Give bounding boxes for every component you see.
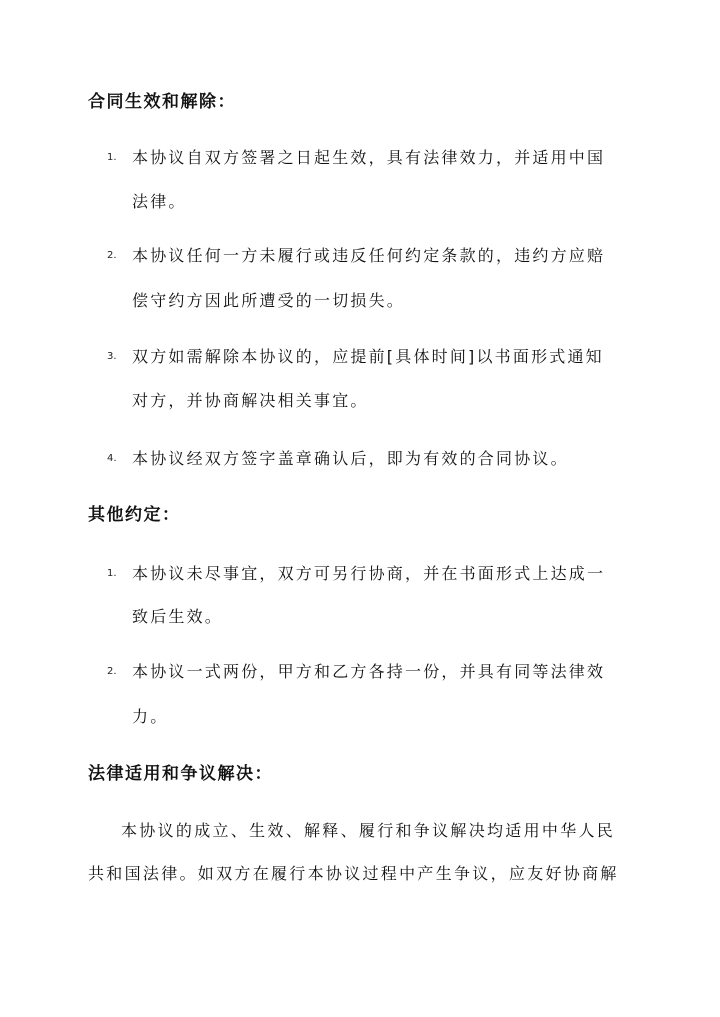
section-heading-law-dispute: 法律适用和争议解决： [88, 764, 273, 784]
section-heading-effect-termination: 合同生效和解除： [88, 92, 236, 112]
list-item-text-line: 本协议自双方签署之日起生效，具有法律效力，并适用中国 [132, 148, 606, 167]
list-item-number: 4. [107, 453, 117, 464]
list-item-number: 3. [107, 351, 117, 362]
list-item-text-line: 本协议未尽事宜，双方可另行协商，并在书面形式上达成一 [132, 564, 606, 583]
list-item-text-line: 法律。 [132, 192, 187, 211]
paragraph-line: 共和国法律。如双方在履行本协议过程中产生争议，应友好协商解 [88, 864, 619, 883]
list-item-text-line: 对方，并协商解决相关事宜。 [132, 391, 369, 410]
list-item-number: 2. [107, 666, 117, 677]
list-item-text-line: 本协议任何一方未履行或违反任何约定条款的，违约方应赔 [132, 246, 606, 265]
list-item-text-line: 双方如需解除本协议的，应提前[具体时间]以书面形式通知 [132, 347, 604, 366]
list-item-text-line: 致后生效。 [132, 607, 224, 626]
list-item-text-line: 本协议一式两份，甲方和乙方各持一份，并具有同等法律效 [132, 662, 606, 681]
list-item-number: 1. [107, 152, 117, 163]
list-item-text-line: 偿守约方因此所遭受的一切损失。 [132, 291, 406, 310]
list-item-number: 2. [107, 250, 117, 261]
list-item-text-line: 本协议经双方签字盖章确认后，即为有效的合同协议。 [132, 449, 569, 468]
list-item-number: 1. [107, 568, 117, 579]
paragraph-line: 本协议的成立、生效、解释、履行和争议解决均适用中华人民 [121, 821, 616, 840]
list-item-text-line: 力。 [132, 707, 169, 726]
section-heading-other-terms: 其他约定： [88, 505, 181, 525]
